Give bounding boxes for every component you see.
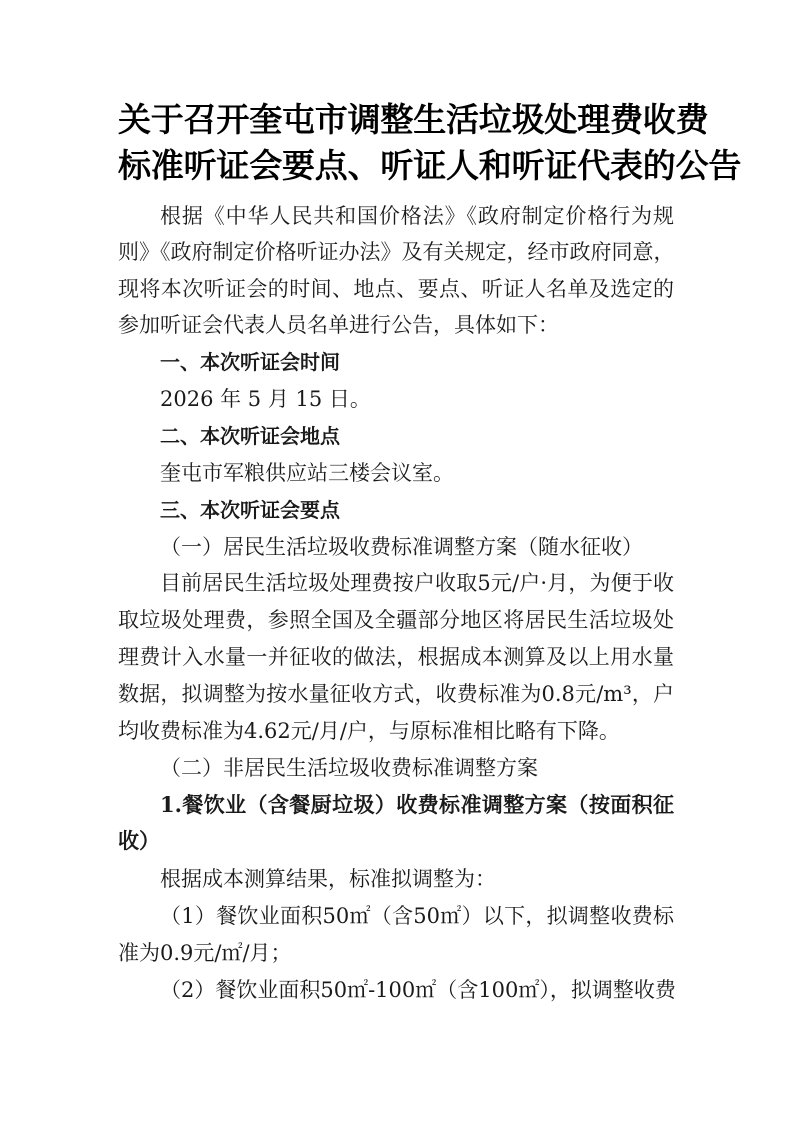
subsection-1-line-4: 数据，拟调整为按水量征收方式，收费标准为0.8元/m³，户 (118, 682, 674, 706)
intro-line-1: 根据《中华人民共和国价格法》《政府制定价格行为规 (160, 204, 674, 228)
document-title-line-1: 关于召开奎屯市调整生活垃圾处理费收费 (118, 100, 709, 139)
intro-line-2: 则》《政府制定价格听证办法》及有关规定，经市政府同意， (118, 240, 675, 264)
item-1-point-1-line-2: 准为0.9元/㎡/月； (118, 941, 292, 965)
subsection-1-line-5: 均收费标准为4.62元/月/户，与原标准相比略有下降。 (118, 719, 620, 743)
subsection-2-heading: （二）非居民生活垃圾收费标准调整方案 (160, 756, 538, 780)
intro-line-3: 现将本次听证会的时间、地点、要点、听证人名单及选定的 (118, 277, 674, 301)
item-1-heading-line-2: 收） (118, 828, 160, 853)
section-1-text: 2026 年 5 月 15 日。 (160, 387, 371, 411)
item-1-point-1-line-1: （1）餐饮业面积50㎡（含50㎡）以下，拟调整收费标 (160, 904, 674, 928)
section-2-text: 奎屯市军粮供应站三楼会议室。 (160, 461, 454, 485)
subsection-1-line-2: 取垃圾处理费，参照全国及全疆部分地区将居民生活垃圾处 (118, 608, 674, 632)
subsection-1-line-1: 目前居民生活垃圾处理费按户收取5元/户·月，为便于收 (160, 571, 674, 595)
intro-line-4: 参加听证会代表人员名单进行公告，具体如下： (118, 313, 559, 337)
section-1-heading: 一、本次听证会时间 (160, 350, 340, 374)
section-2-heading: 二、本次听证会地点 (160, 424, 340, 448)
subsection-1-heading: （一）居民生活垃圾收费标准调整方案（随水征收） (160, 535, 643, 559)
subsection-1-line-3: 理费计入水量一并征收的做法，根据成本测算及以上用水量 (118, 645, 674, 669)
item-1-intro: 根据成本测算结果，标准拟调整为： (160, 867, 496, 891)
section-3-heading: 三、本次听证会要点 (160, 498, 340, 522)
document-title-line-2: 标准听证会要点、听证人和听证代表的公告 (118, 146, 742, 185)
item-1-heading-line-1: 1.餐饮业（含餐厨垃圾）收费标准调整方案（按面积征 (160, 792, 674, 817)
item-1-point-2-line-1: （2）餐饮业面积50㎡-100㎡（含100㎡），拟调整收费 (160, 978, 676, 1002)
